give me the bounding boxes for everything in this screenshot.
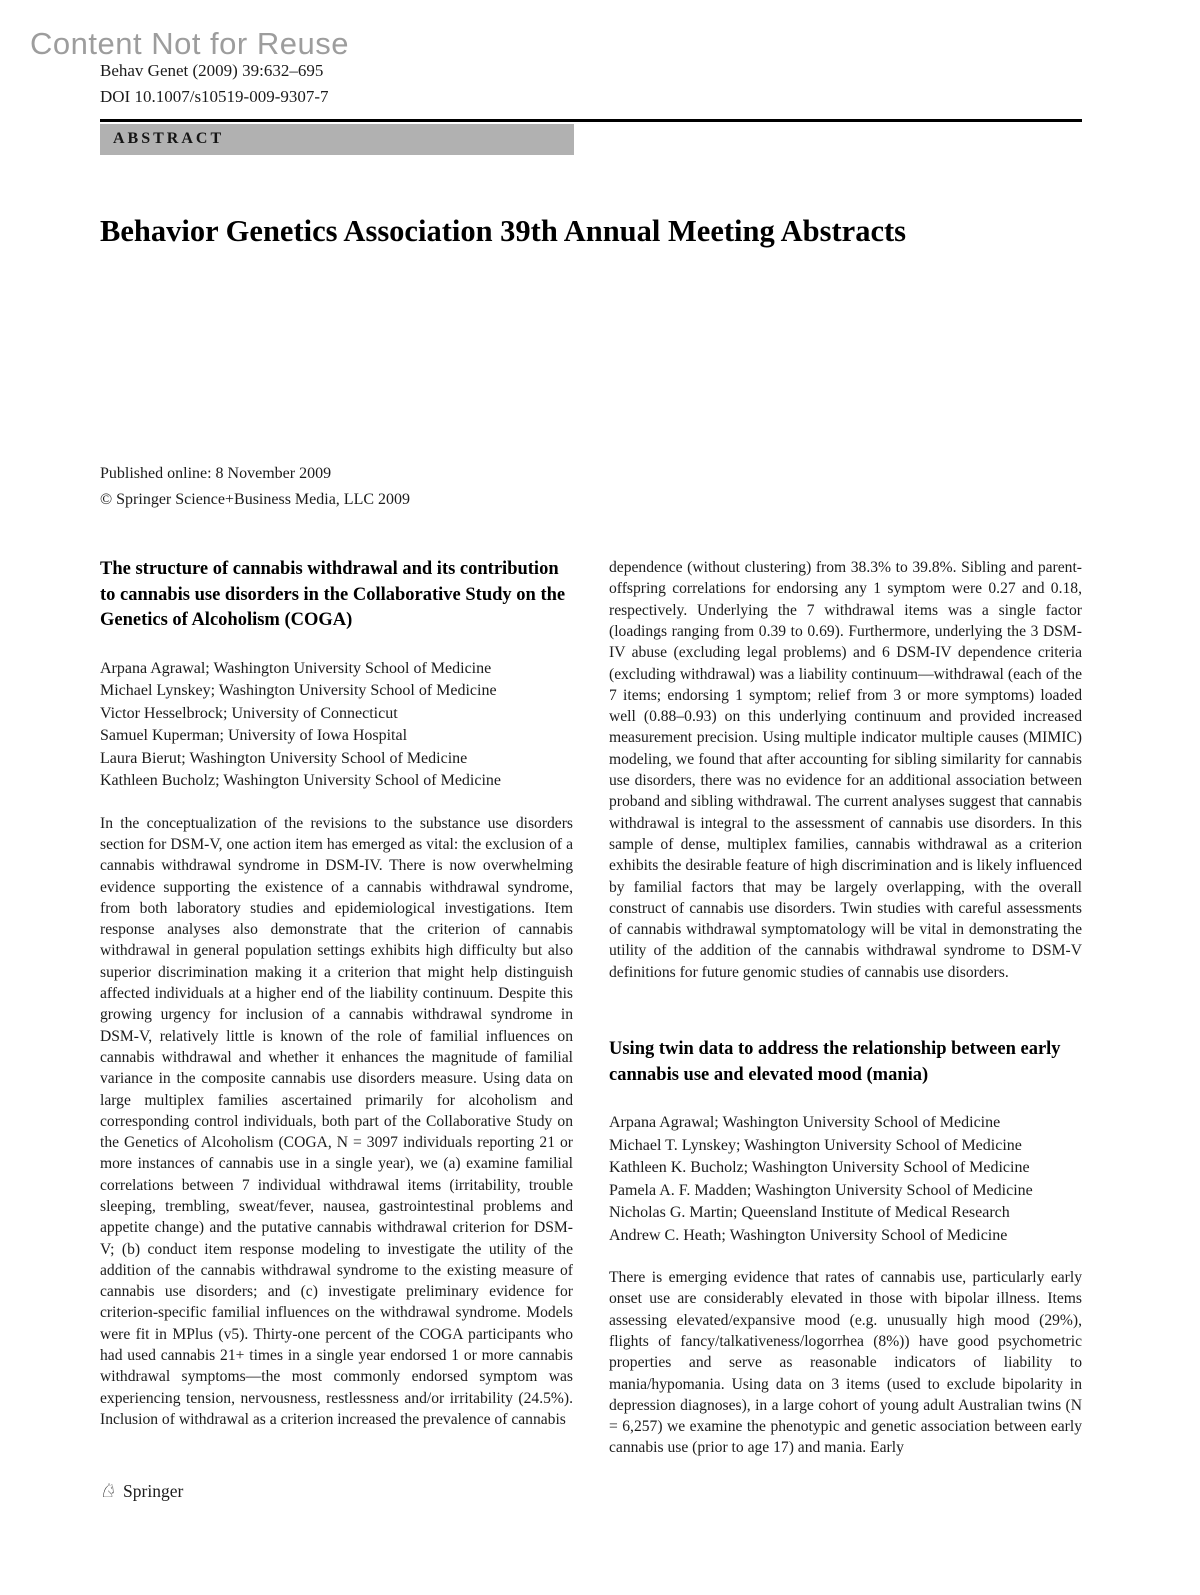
abstract1-authors bbox=[100, 658, 573, 793]
abstract2-authors bbox=[609, 1112, 1082, 1247]
page-title: Behavior Genetics Association 39th Annual Meeting Abstracts bbox=[100, 213, 907, 248]
abstract2-heading: Using twin data to address the relationship between early cannabis use and elevated mood (mania) bbox=[609, 1039, 1061, 1085]
springer-logo-icon: ♘ bbox=[100, 1481, 118, 1502]
author-line: Michael T. Lynskey; Washington University School of Medicine bbox=[609, 1136, 1022, 1154]
abstract-section-label: ABSTRACT bbox=[100, 124, 574, 155]
abstract1-body-part2: dependence (without clustering) from 38.3% to 39.8%. Sibling and parent-offspring correlations for endorsing any 1 symptom were 0.27 and 0.18, respectively. Underlying the 7 withdrawal items was a single factor (loadings ranging from 0.39 to 0.69). Furthermore, underlying the 3 DSM-IV abuse (excluding legal problems) and 6 DSM-IV dependence criteria (excluding withdrawal) was a liability continuum—withdrawal (each of the 7 items; endorsing 1 symptom; relief from 3 or more symptoms) loaded well (0.88–0.93) on this underlying continuum and provided increased measurement precision. Using multiple indicator multiple causes (MIMIC) modeling, we found that after accounting for sibling similarity for cannabis use disorders, there was no evidence for an additional association between proband and sibling withdrawal. The current analyses suggest that cannabis withdrawal is integral to the assessment of cannabis use disorders. In this sample of dense, multiplex families, cannabis withdrawal as a criterion exhibits the desirable feature of high discrimination and is likely influenced by familial factors that may be largely overlapping, with the overall construct of cannabis use disorders. Twin studies with careful assessments of cannabis withdrawal symptomatology will be vital in demonstrating the utility of the addition of the cannabis withdrawal syndrome to DSM-V definitions for future genomic studies of cannabis use disorders. bbox=[609, 559, 1082, 981]
author-line: Laura Bierut; Washington University School of Medicine bbox=[100, 749, 468, 767]
author-line: Pamela A. F. Madden; Washington University School of Medicine bbox=[609, 1181, 1033, 1199]
doi-line: DOI 10.1007/s10519-009-9307-7 bbox=[100, 87, 329, 106]
author-line: Andrew C. Heath; Washington University School of Medicine bbox=[609, 1226, 1008, 1244]
author-line: Arpana Agrawal; Washington University School of Medicine bbox=[609, 1114, 1001, 1132]
publisher-name: Springer bbox=[123, 1481, 184, 1501]
published-online-line: Published online: 8 November 2009 bbox=[100, 465, 332, 483]
right-column bbox=[609, 557, 1082, 1459]
author-line: Victor Hesselbrock; University of Connecticut bbox=[100, 704, 398, 722]
journal-page bbox=[100, 58, 1082, 1459]
header-rule bbox=[100, 119, 1082, 122]
author-line: Arpana Agrawal; Washington University School of Medicine bbox=[100, 659, 492, 677]
journal-citation: Behav Genet (2009) 39:632–695 bbox=[100, 61, 324, 80]
author-line: Samuel Kuperman; University of Iowa Hospital bbox=[100, 727, 408, 745]
publisher-footer bbox=[100, 1481, 183, 1502]
reuse-watermark: Content Not for Reuse bbox=[30, 26, 349, 61]
left-column bbox=[100, 557, 573, 1459]
author-line: Kathleen Bucholz; Washington University School of Medicine bbox=[100, 772, 502, 790]
abstract2-body: There is emerging evidence that rates of cannabis use, particularly early onset use are considerably elevated in those with bipolar illness. Items assessing elevated/expansive mood (e.g. unusually high mood (29%), flights of fancy/talkativeness/logorrhea (8%)) have good psychometric properties and serve as reasonable indicators of liability to mania/hypomania. Using data on 3 items (used to exclude bipolarity in depression diagnoses), in a large cohort of young adult Australian twins (N = 6,257) we examine the phenotypic and genetic association between early cannabis use (prior to age 17) and mania. Early bbox=[609, 1269, 1082, 1457]
copyright-line: © Springer Science+Business Media, LLC 2009 bbox=[100, 491, 411, 509]
abstract1-body-part1: In the conceptualization of the revisions to the substance use disorders section for DSM-V, one action item has emerged as vital: the exclusion of a cannabis withdrawal syndrome in DSM-IV. There is now overwhelming evidence supporting the existence of a cannabis withdrawal syndrome, from both laboratory studies and epidemiological investigations. Item response analyses also demonstrate that the criterion of cannabis withdrawal in general population settings exhibits high difficulty but also superior discrimination making it a criterion that might help distinguish affected individuals at a higher end of the liability continuum. Despite this growing urgency for inclusion of a cannabis withdrawal syndrome in DSM-V, relatively little is known of the role of familial influences on cannabis withdrawal and whether it enhances the magnitude of familial variance in the composite cannabis use disorders measure. Using data on large multiplex families ascertained primarily for alcoholism and corresponding control individuals, both part of the Collaborative Study on the Genetics of Alcoholism (COGA, N = 3097 individuals reporting 21 or more instances of cannabis use in a single year), we (a) examine familial correlations between 7 individual withdrawal items (irritability, trouble sleeping, trembling, sweat/fever, nausea, gastrointestinal problems and appetite change) and the putative cannabis withdrawal criterion for DSM-V; (b) conduct item response modeling to investigate the utility of the addition of the cannabis withdrawal syndrome to the existing measure of cannabis use disorders; and (c) investigate preliminary evidence for criterion-specific familial influences on the withdrawal syndrome. Models were fit in MPlus (v5). Thirty-one percent of the COGA participants who had used cannabis 21+ times in a single year endorsed 1 or more cannabis withdrawal symptoms—the most commonly endorsed symptom was experiencing tension, nervousness, restlessness and/or irritability (24.5%). Inclusion of withdrawal as a criterion increased the prevalence of cannabis bbox=[100, 814, 573, 1428]
two-column-layout bbox=[100, 557, 1082, 1459]
author-line: Kathleen K. Bucholz; Washington University School of Medicine bbox=[609, 1159, 1030, 1177]
author-line: Nicholas G. Martin; Queensland Institute of Medical Research bbox=[609, 1204, 1010, 1222]
publication-info bbox=[100, 461, 1082, 513]
abstract1-heading: The structure of cannabis withdrawal and its contribution to cannabis use disorders in the Collaborative Study on the Genetics of Alcoholism (COGA) bbox=[100, 559, 566, 631]
journal-header bbox=[100, 58, 1082, 110]
author-line: Michael Lynskey; Washington University School of Medicine bbox=[100, 682, 497, 700]
